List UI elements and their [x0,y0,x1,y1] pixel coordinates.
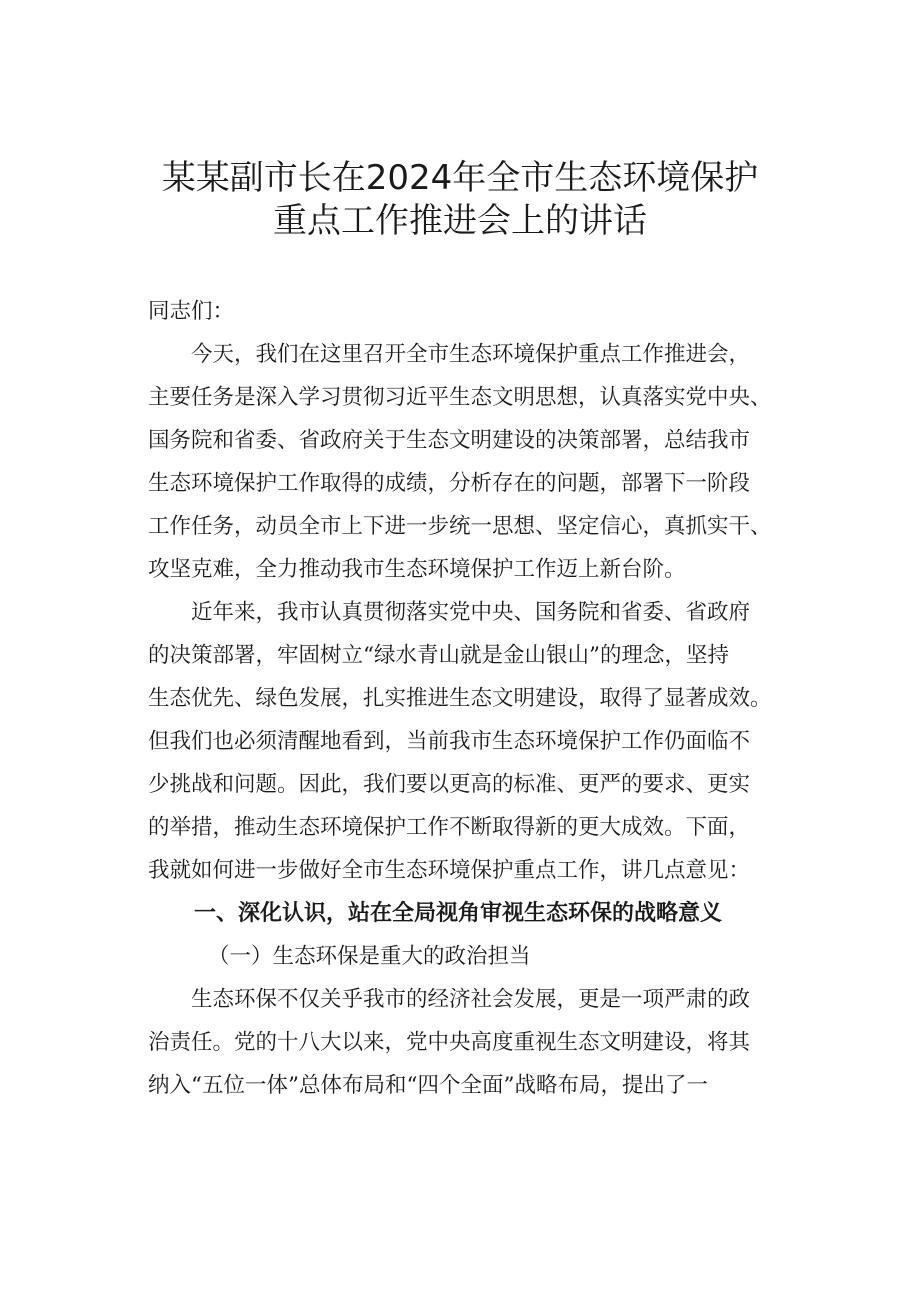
para3-line: 治责任。党的十八大以来，党中央高度重视生态文明建设，将其 [148,1030,751,1055]
para2-line: 的决策部署，牢固树立“绿水青山就是金山银山”的理念，坚持 [148,643,729,668]
subsection-heading-1: （一）生态环保是重大的政治担当 [208,944,531,969]
para3-line: 纳入“五位一体”总体布局和“四个全面”战略布局，提出了一 [148,1073,708,1098]
para1-line: 攻坚克难，全力推动我市生态环境保护工作迈上新台阶。 [148,557,686,582]
para1-line: 国务院和省委、省政府关于生态文明建设的决策部署，总结我市 [148,428,751,453]
para1-line: 生态环境保护工作取得的成绩，分析存在的问题，部署下一阶段 [148,471,751,496]
para2-line: 少挑战和问题。因此，我们要以更高的标准、更严的要求、更实 [148,772,751,797]
para1-line: 工作任务，动员全市上下进一步统一思想、坚定信心，真抓实干、 [148,514,772,539]
document-title-line1: 某某副市长在2024年全市生态环境保护 [161,158,759,198]
para2-line: 近年来，我市认真贯彻落实党中央、国务院和省委、省政府 [148,600,751,625]
document-title-line2: 重点工作推进会上的讲话 [273,201,647,241]
para2-line: 的举措，推动生态环境保护工作不断取得新的更大成效。下面， [148,815,751,840]
para3-line: 生态环保不仅关乎我市的经济社会发展，更是一项严肃的政 [148,987,751,1012]
para2-line: 我就如何进一步做好全市生态环境保护重点工作，讲几点意见： [148,858,751,883]
para2-line: 但我们也必须清醒地看到，当前我市生态环境保护工作仍面临不 [148,729,751,754]
section-heading-1: 一、深化认识，站在全局视角审视生态环保的战略意义 [194,901,723,926]
para2-line: 生态优先、绿色发展，扎实推进生态文明建设，取得了显著成效。 [148,686,772,711]
para1-line: 今天，我们在这里召开全市生态环境保护重点工作推进会， [148,342,751,367]
salutation: 同志们： [148,299,235,324]
para1-line: 主要任务是深入学习贯彻习近平生态文明思想，认真落实党中央、 [148,385,772,410]
